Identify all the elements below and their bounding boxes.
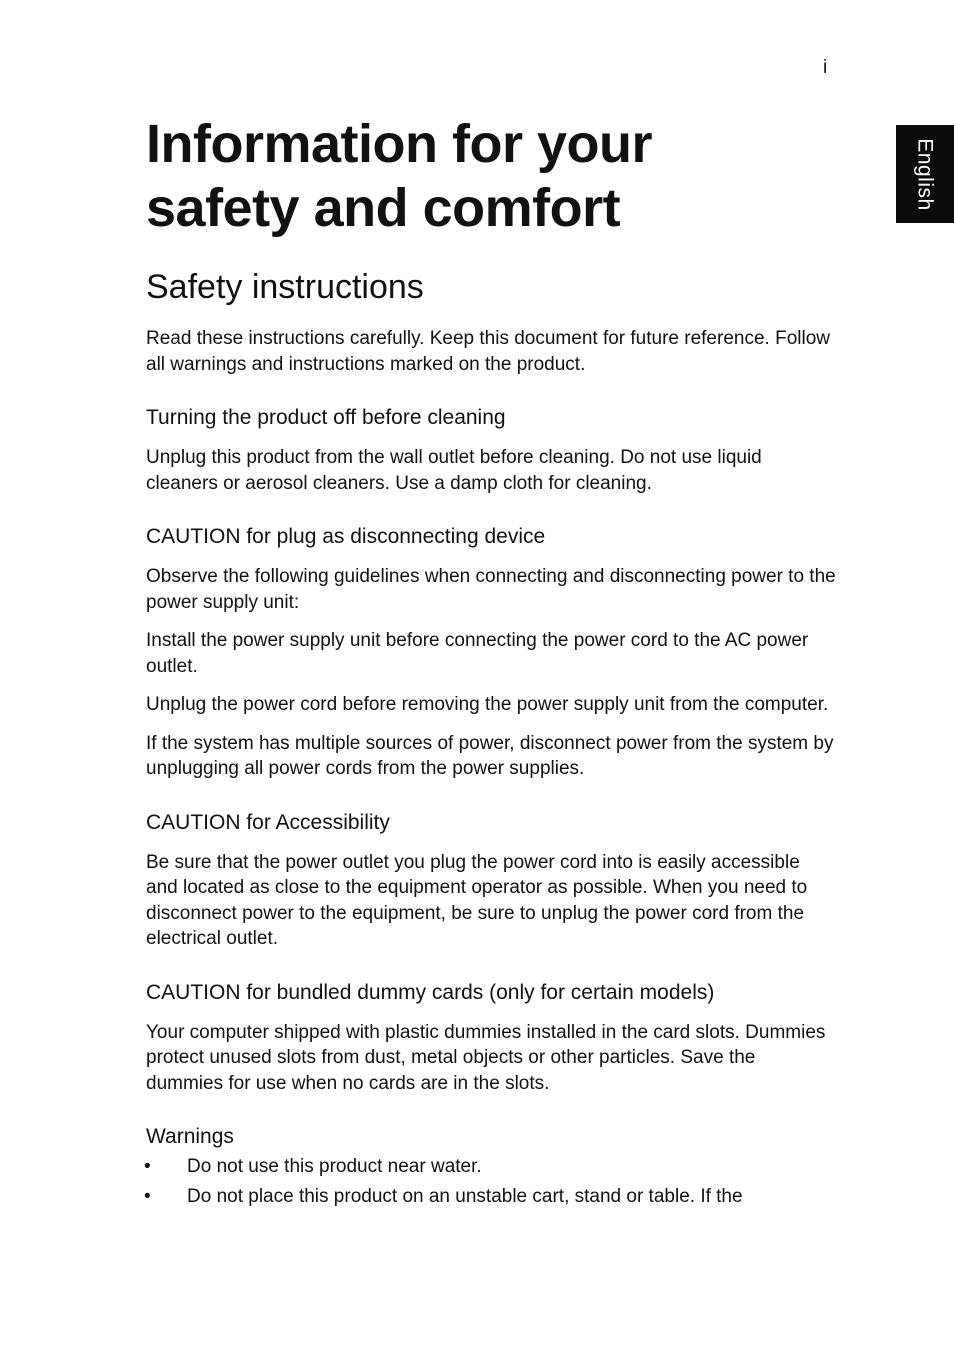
paragraph-plug-guidelines: Observe the following guidelines when connecting and disconnecting power to the power supply unit: <box>146 566 836 613</box>
heading-cleaning: Turning the product off before cleaning <box>146 406 506 429</box>
paragraph-accessibility: Be sure that the power outlet you plug the power cord into is easily accessible and located as close to the equipment operator as possible. When you need to disconnect power to the equipment, be sure to unplug the power cord from the electrical outlet. <box>146 851 808 949</box>
paragraph-plug-multiple: If the system has multiple sources of power, disconnect power from the system by unplugging all power cords from the power supplies. <box>146 732 834 779</box>
intro-paragraph: Read these instructions carefully. Keep this document for future reference. Follow all warnings and instructions marked on the product. <box>146 328 830 375</box>
paragraph-plug-unplug: Unplug the power cord before removing the power supply unit from the computer. <box>146 694 829 715</box>
paragraph-dummy-cards: Your computer shipped with plastic dummies installed in the card slots. Dummies protect unused slots from dust, metal objects or other particles. Save the dummies for use when no cards are in the slots. <box>146 1021 826 1094</box>
bullet-icon: • <box>144 1156 151 1177</box>
language-tab <box>896 125 954 223</box>
page-title <box>146 112 836 240</box>
list-item-text: Do not use this product near water. <box>187 1156 482 1177</box>
bullet-icon: • <box>144 1185 151 1207</box>
document-content <box>146 112 836 1213</box>
paragraph-plug-install: Install the power supply unit before connecting the power cord to the AC power outlet. <box>146 630 809 677</box>
paragraph-cleaning: Unplug this product from the wall outlet before cleaning. Do not use liquid cleaners or aerosol cleaners. Use a damp cloth for cleaning. <box>146 447 762 494</box>
list-item <box>146 1184 836 1210</box>
section-title: Safety instructions <box>146 268 424 306</box>
page-title-line-1: Information for your <box>146 114 652 174</box>
warnings-list <box>146 1154 836 1209</box>
heading-dummy-cards: CAUTION for bundled dummy cards (only for certain models) <box>146 980 715 1004</box>
heading-plug-caution: CAUTION for plug as disconnecting device <box>146 525 546 548</box>
page-number: i <box>823 57 828 78</box>
page-title-line-2: safety and comfort <box>146 178 621 238</box>
list-item-text: Do not place this product on an unstable cart, stand or table. If the <box>187 1185 743 1207</box>
heading-accessibility: CAUTION for Accessibility <box>146 810 390 834</box>
language-tab-label: English <box>913 137 937 211</box>
heading-warnings: Warnings <box>146 1125 234 1148</box>
list-item <box>146 1154 836 1180</box>
